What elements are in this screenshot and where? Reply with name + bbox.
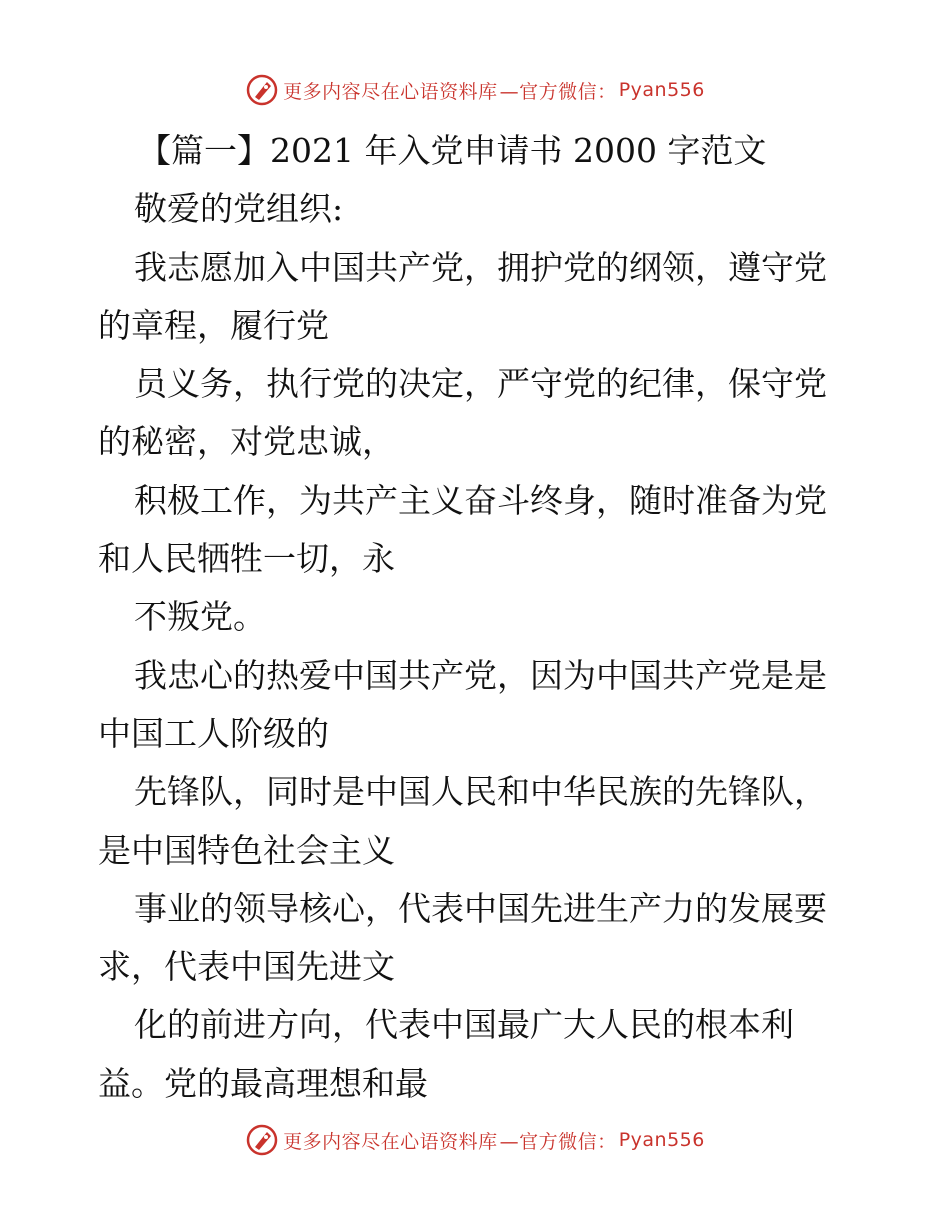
text-line: 我忠心的热爱中国共产党，因为中国共产党是是 [134, 655, 827, 695]
text-line: 不叛党。 [134, 597, 266, 637]
salutation: 敬爱的党组织: [134, 189, 344, 229]
banner-text-wechat-id: Pyan556 [618, 79, 705, 101]
text-line: 的章程，履行党 [98, 305, 329, 345]
text-line: 事业的领导核心，代表中国先进生产力的发展要 [134, 888, 827, 928]
text-line: 的秘密，对党忠诚， [98, 422, 395, 462]
text-line: 中国工人阶级的 [98, 713, 329, 753]
text-line: 益。党的最高理想和最 [98, 1063, 428, 1103]
text-line: 我志愿加入中国共产党，拥护党的纲领，遵守党 [134, 247, 827, 287]
footer-watermark-banner [0, 1120, 950, 1160]
text-line: 员义务，执行党的决定，严守党的纪律，保守党 [134, 364, 827, 404]
text-line: 和人民牺牲一切，永 [98, 539, 395, 579]
banner-text-main: 更多内容尽在心语资料库 [283, 80, 498, 103]
pen-nib-logo-icon [245, 1123, 279, 1157]
text-line: 先锋队，同时是中国人民和中华民族的先锋队， [134, 772, 827, 812]
text-line: 是中国特色社会主义 [98, 830, 395, 870]
banner-text-main: 更多内容尽在心语资料库 [283, 1130, 498, 1153]
banner-text-wechat-label: —官方微信： [499, 1130, 617, 1153]
text-line: 化的前进方向，代表中国最广大人民的根本利 [134, 1005, 794, 1045]
pen-nib-logo-icon [245, 73, 279, 107]
text-line: 积极工作，为共产主义奋斗终身，随时准备为党 [134, 480, 827, 520]
banner-text-wechat-label: —官方微信： [499, 80, 617, 103]
banner-text-wechat-id: Pyan556 [618, 1129, 705, 1151]
document-body [98, 122, 858, 1113]
header-watermark-banner [0, 70, 950, 110]
text-line: 求，代表中国先进文 [98, 947, 395, 987]
document-title: 【篇一】2021 年入党申请书 2000 字范文 [138, 131, 767, 170]
